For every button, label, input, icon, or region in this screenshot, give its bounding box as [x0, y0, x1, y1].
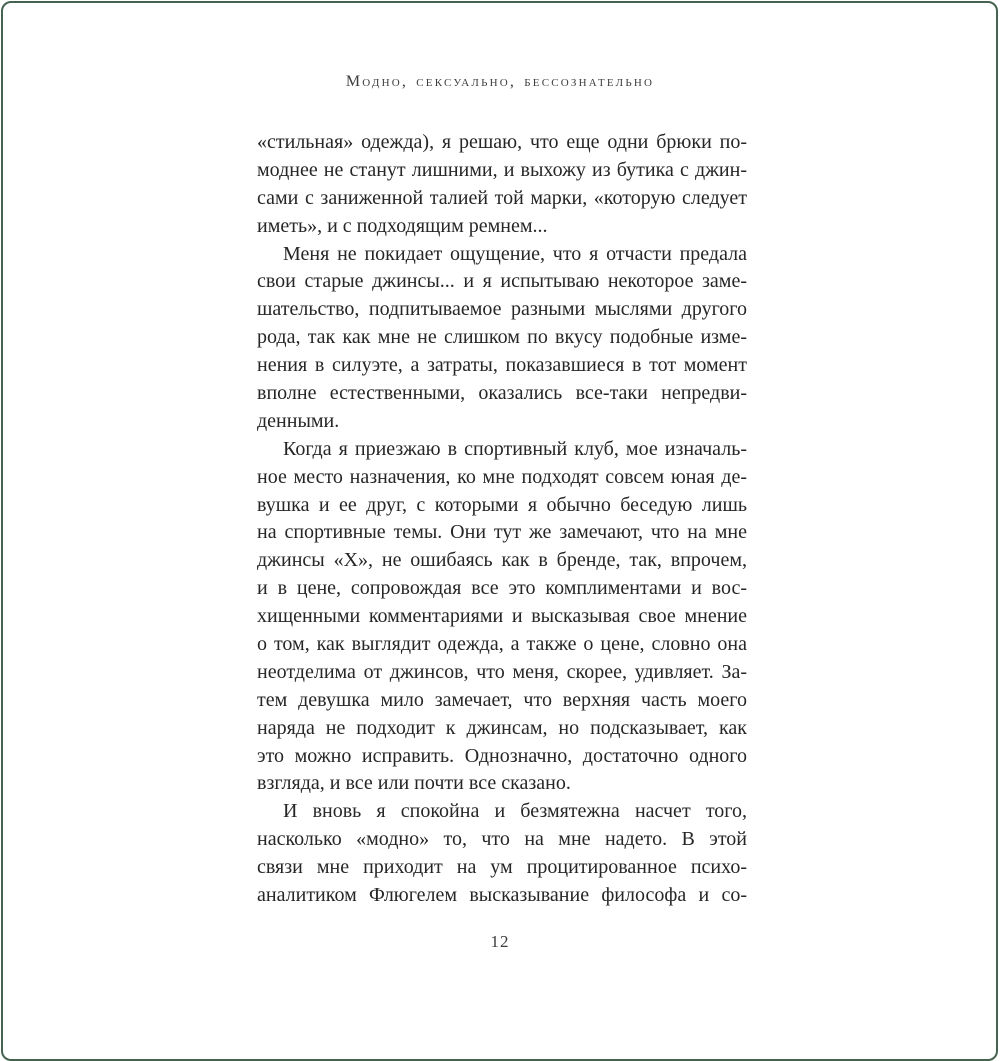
- text-line: «стильная» одежда), я решаю, что еще одни брюки по-: [257, 131, 747, 153]
- text-line: и в цене, сопровождая все это комплиментами и вос-: [257, 577, 747, 600]
- text-line: рода, так как мне не слишком по вкусу подобные изме-: [257, 326, 747, 349]
- text-line: шательство, подпитываемое разными мыслями другого: [257, 298, 747, 321]
- text-line: джинсы «Х», не ошибаясь как в бренде, так, впрочем,: [257, 549, 747, 572]
- text-line: свои старые джинсы... и я испытываю некоторое заме-: [257, 270, 747, 293]
- paragraph: [257, 241, 747, 436]
- text-line: иметь», и с подходящим ремнем...: [257, 214, 548, 237]
- page-number: 12: [490, 932, 510, 951]
- running-head: Модно, сексуально, бессознательно: [345, 73, 655, 90]
- text-line: неотделима от джинсов, что меня, скорее, удивляет. За-: [257, 660, 747, 683]
- text-line: наряда не подходит к джинсам, но подсказывает, как: [257, 716, 747, 739]
- paragraph: [257, 129, 747, 241]
- text-line: сами с заниженной талией той марки, «которую следует: [257, 186, 747, 209]
- text-line: хищенными комментариями и высказывая свое мнение: [257, 605, 747, 628]
- text-line: нения в силуэте, а затраты, показавшиеся в тот момент: [257, 354, 747, 377]
- text-line: на спортивные темы. Они тут же замечают, что на мне: [257, 521, 747, 544]
- text-line: Когда я приезжаю в спортивный клуб, мое изначаль-: [283, 437, 747, 460]
- paragraph: [257, 436, 747, 799]
- text-line: это можно исправить. Однозначно, достаточно одного: [257, 744, 747, 767]
- text-line: аналитиком Флюгелем высказывание философа и со-: [257, 884, 747, 907]
- text-line: Меня не покидает ощущение, что я отчасти предала: [283, 242, 747, 265]
- paragraph: [257, 798, 747, 910]
- text-line: вполне естественными, оказались все-таки непредви-: [257, 382, 747, 405]
- text-line: тем девушка мило замечает, что верхняя часть моего: [257, 688, 747, 711]
- text-line: о том, как выглядит одежда, а также о цене, словно она: [257, 633, 747, 656]
- text-line: ное место назначения, ко мне подходят совсем юная де-: [257, 465, 747, 488]
- text-line: насколько «модно» то, что на мне надето. В этой: [257, 828, 747, 851]
- text-line: связи мне приходит на ум процитированное психо-: [257, 856, 747, 879]
- text-line: моднее не станут лишними, и выхожу из бутика с джин-: [257, 158, 747, 181]
- text-line: И вновь я спокойна и безмятежна насчет того,: [283, 800, 747, 823]
- text-line: денными.: [257, 409, 340, 432]
- body-text: [257, 129, 747, 910]
- text-line: взгляда, и все или почти все сказано.: [257, 772, 571, 795]
- text-line: вушка и ее друг, с которыми я обычно беседую лишь: [257, 493, 747, 516]
